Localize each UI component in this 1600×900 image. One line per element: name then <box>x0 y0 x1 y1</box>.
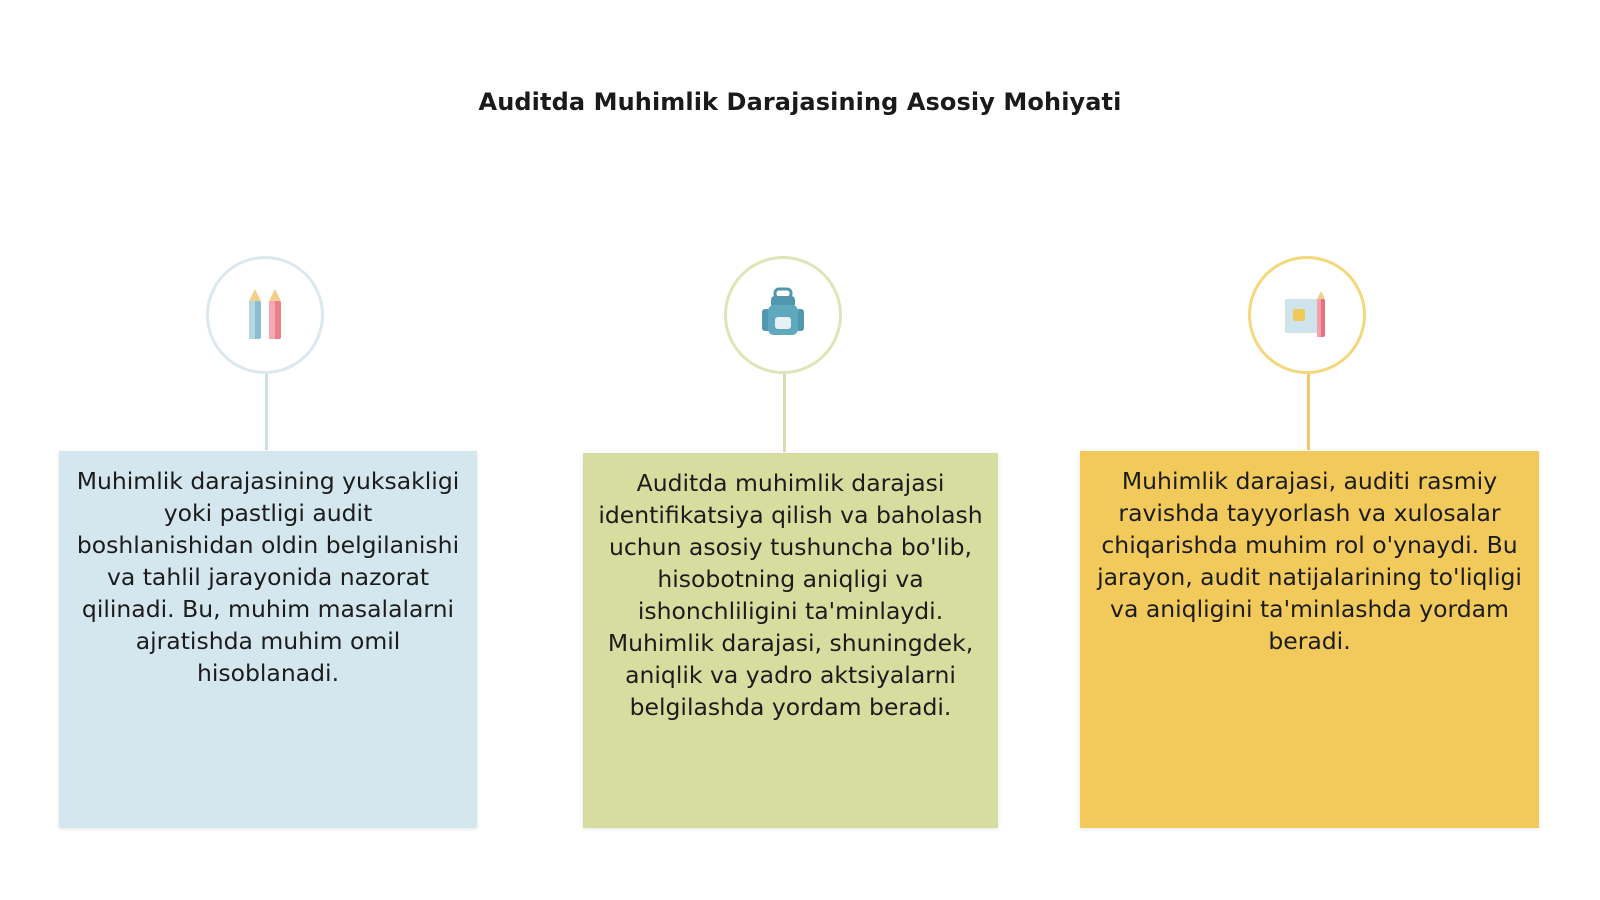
item-1-icon-circle <box>206 256 324 374</box>
item-3-connector <box>1307 374 1310 450</box>
backpack-icon <box>751 283 815 347</box>
item-3-card <box>1080 451 1539 828</box>
item-3-icon-circle <box>1248 256 1366 374</box>
item-2-text: Auditda muhimlik darajasi identifikatsiya qilish va baholash uchun asosiy tushuncha bo'lib, hisobotning aniqligi va ishonchliligini ta'minlaydi. Muhimlik darajasi, shuningdek, aniqlik va yadro aktsiyalarni belgilashda yordam beradi. <box>598 469 983 721</box>
item-2-icon-circle <box>724 256 842 374</box>
item-2-connector <box>783 374 786 452</box>
pencils-icon <box>233 283 297 347</box>
item-2-card <box>583 453 998 828</box>
item-3-text: Muhimlik darajasi, auditi rasmiy ravishda tayyorlash va xulosalar chiqarishda muhim rol o'ynaydi. Bu jarayon, audit natijalarining to'liqligi va aniqligini ta'minlashda yordam beradi. <box>1097 467 1522 655</box>
page-title: Auditda Muhimlik Darajasining Asosiy Mohiyati <box>478 88 1122 116</box>
item-1-text: Muhimlik darajasining yuksakligi yoki pastligi audit boshlanishidan oldin belgilanishi va tahlil jarayonida nazorat qilinadi. Bu, muhim masalalarni ajratishda muhim omil hisoblanadi. <box>76 467 460 687</box>
item-1-card <box>59 451 477 828</box>
item-1-connector <box>265 374 268 450</box>
note-pencil-icon <box>1275 283 1339 347</box>
